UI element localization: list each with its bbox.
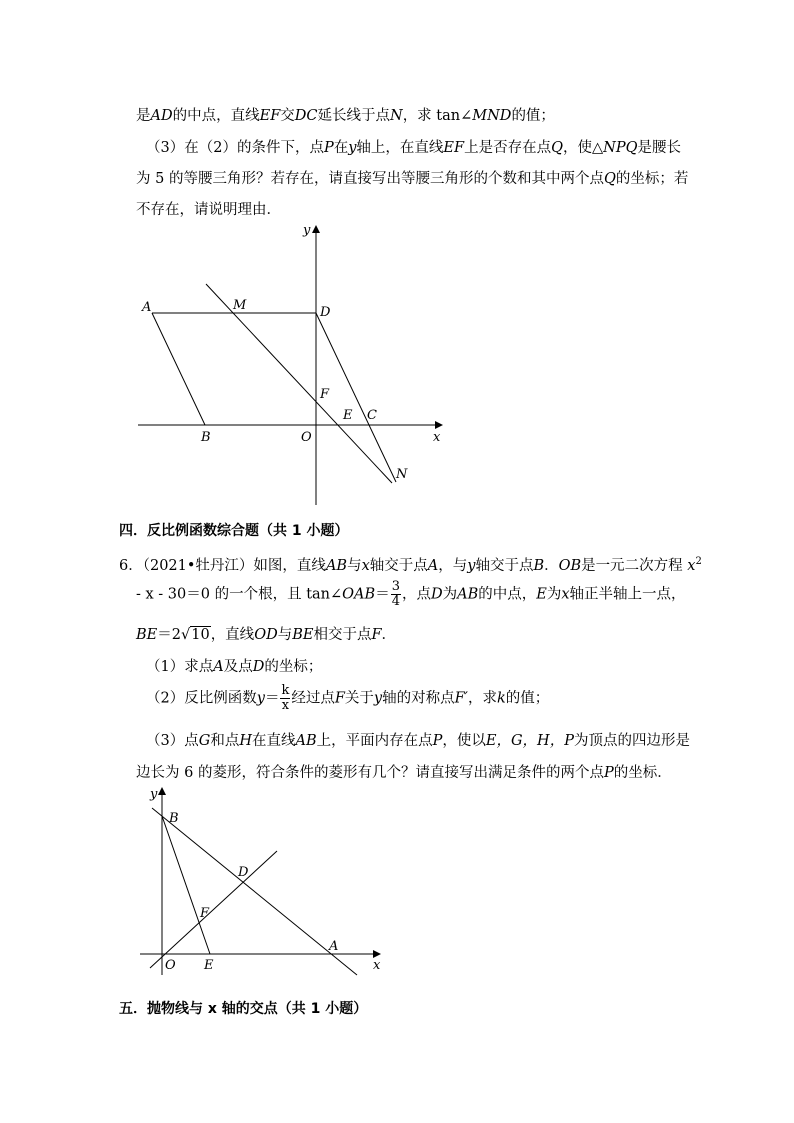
label-y: y (303, 223, 311, 238)
q6-line3: BE＝2√10，直线OD与BE相交于点F． (136, 627, 397, 643)
label-x: x (433, 430, 441, 445)
label-M: M (233, 298, 247, 313)
line-EF (206, 284, 392, 483)
figure-parallelogram (130, 220, 450, 515)
label-A-2: A (329, 939, 339, 954)
label-E: E (343, 408, 353, 423)
label-N: N (396, 467, 408, 482)
label-D: D (320, 305, 331, 320)
part3-line1: （3）在（2）的条件下，点P在y轴上，在直线EF上是否存在点Q，使△NPQ是腰长 (146, 140, 681, 156)
q6-subq3-line1: （3）点G和点H在直线AB上，平面内存在点P，使以E，G，H，P为顶点的四边形是 (146, 733, 690, 749)
label-O: O (301, 430, 312, 445)
label-D-2: D (238, 865, 249, 880)
q6-subq3-line2: 边长为 6 的菱形，符合条件的菱形有几个？请直接写出满足条件的两个点P的坐标． (136, 765, 672, 781)
label-O-2: O (165, 958, 176, 973)
label-x-2: x (373, 958, 381, 973)
label-B: B (201, 430, 211, 445)
section5-heading: 五．抛物线与 x 轴的交点（共 1 小题） (119, 1001, 368, 1017)
line-AB (152, 808, 357, 975)
q6-subq1: （1）求点A及点D的坐标； (146, 659, 323, 675)
segment-BE (162, 816, 210, 954)
label-C: C (367, 408, 377, 423)
label-E-2: E (204, 958, 214, 973)
part3-line2: 为 5 的等腰三角形？若存在，请直接写出等腰三角形的个数和其中两个点Q的坐标；若 (136, 171, 689, 187)
label-F-2: F (200, 906, 210, 921)
label-y-2: y (150, 787, 158, 802)
label-B-2: B (169, 811, 179, 826)
line-OD (150, 851, 277, 968)
q6-line1: 6．（2021•牡丹江）如图，直线AB与x轴交于点A，与y轴交于点B．OB是一元二次方程 $x^2$ (119, 556, 702, 574)
section4-heading: 四．反比例函数综合题（共 1 小题） (119, 523, 349, 539)
label-F: F (320, 387, 330, 402)
label-A: A (142, 300, 152, 315)
continuation-line: 是AD的中点，直线EF交DC延长线于点N，求 tan∠MND的值； (136, 108, 555, 124)
part3-line3: 不存在，请说明理由． (136, 202, 281, 218)
figure-rhombus-problem (135, 782, 390, 977)
q6-line2: - x - 30＝0 的一个根，且 tan∠OAB＝ $\frac{3}{4}$ ，点D为AB的中点，E为x轴正半轴上一点， (136, 579, 686, 609)
segment-AB (152, 313, 205, 425)
q6-subq2: （2）反比例函数y＝ $\frac{k}{x}$ 经过点F关于y轴的对称点F′，求k的值； (146, 683, 550, 713)
